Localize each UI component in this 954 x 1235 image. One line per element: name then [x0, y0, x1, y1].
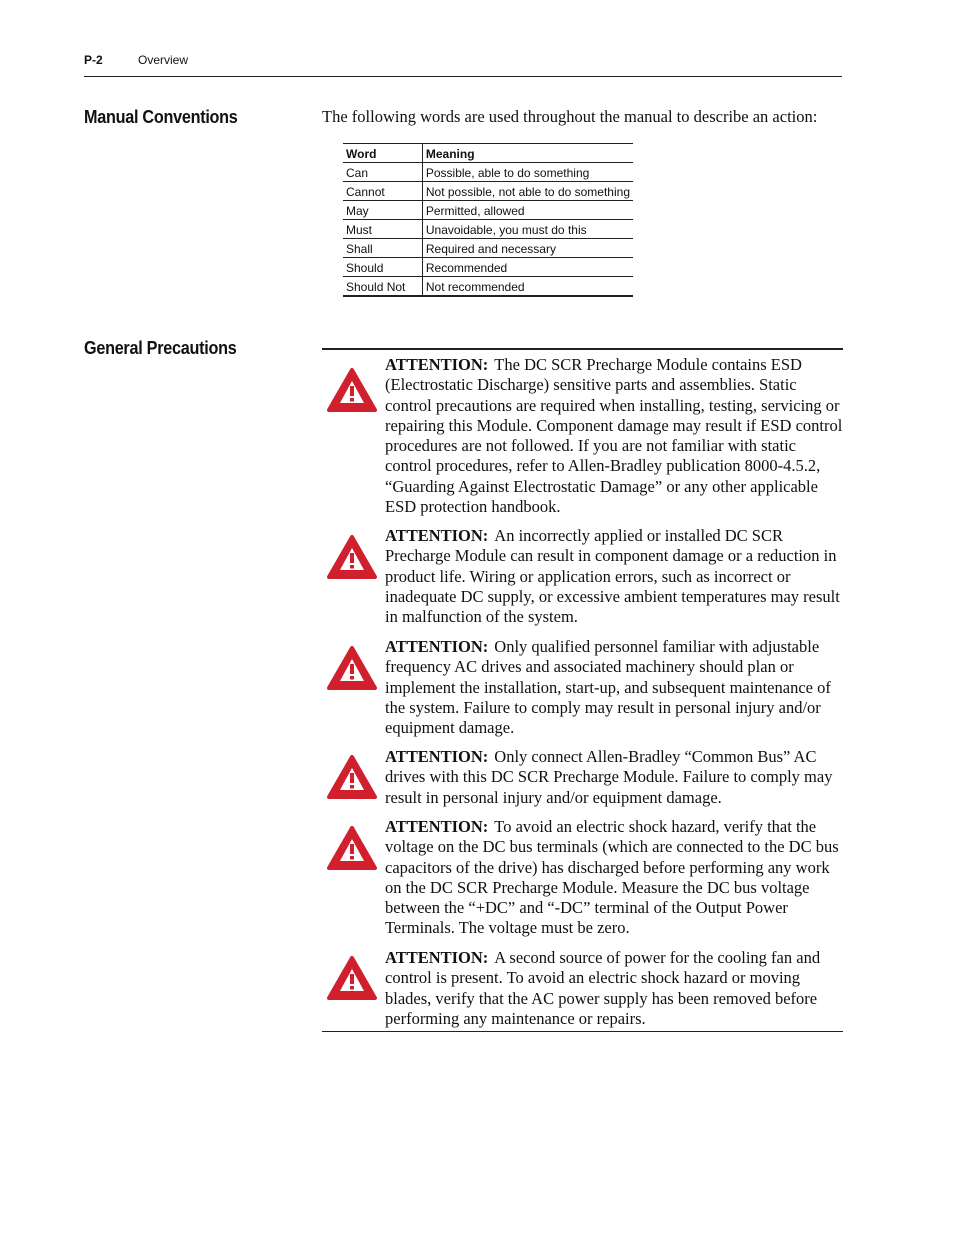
attention-body: The DC SCR Precharge Module contains ESD (Electrostatic Discharge) sensitive parts and assemblies. Static control precautions are required when installing, testing, servicing or repairing this Module. Component damage may result if ESD control procedures are not followed. If you are not familiar with static control procedures, refer to Allen-Bradley publication 8000-4.5.2, “Guarding Against Electrostatic Damage” or any other applicable ESD protection handbook. [385, 355, 843, 517]
table-row [343, 201, 633, 220]
table-row [343, 163, 633, 182]
page-header [84, 52, 842, 77]
meaning-cell: Not recommended [422, 277, 633, 297]
column-header-word: Word [343, 144, 422, 163]
attention-label: ATTENTION: [385, 526, 489, 545]
attention-text [385, 948, 845, 1029]
table-row [343, 182, 633, 201]
attention-label: ATTENTION: [385, 948, 489, 967]
table-row [343, 277, 633, 297]
attention-body: Only qualified personnel familiar with adjustable frequency AC drives and associated machinery should plan or implement the installation, start-up, and subsequent maintenance of the system. Failure to comply may result in personal injury and/or equipment damage. [385, 637, 831, 738]
attention-text [385, 817, 845, 939]
attention-text [385, 637, 845, 738]
warning-triangle-icon [326, 534, 378, 580]
attention-body: Only connect Allen-Bradley “Common Bus” AC drives with this DC SCR Precharge Module. Failure to comply may result in personal injury and/or equipment damage. [385, 747, 833, 807]
word-cell: Shall [343, 239, 422, 258]
meaning-cell: Recommended [422, 258, 633, 277]
attention-label: ATTENTION: [385, 355, 489, 374]
meaning-cell: Not possible, not able to do something [422, 182, 633, 201]
table-header-row [343, 144, 633, 163]
word-cell: Must [343, 220, 422, 239]
table-row [343, 220, 633, 239]
meaning-cell: Required and necessary [422, 239, 633, 258]
page-number: P-2 [84, 53, 103, 67]
attention-body: An incorrectly applied or installed DC SCR Precharge Module can result in component damage or a reduction in product life. Wiring or application errors, such as incorrect or inadequate DC supply, or excessive ambient temperatures may result in malfunction of the system. [385, 526, 840, 627]
attention-label: ATTENTION: [385, 747, 489, 766]
attention-body: To avoid an electric shock hazard, verify that the voltage on the DC bus terminals (which are connected to the DC bus capacitors of the drive) has discharged before performing any work on the DC SCR Precharge Module. Measure the DC bus voltage between the “+DC” and “-DC” terminal of the Output Power Terminals. The voltage must be zero. [385, 817, 839, 938]
warning-triangle-icon [326, 367, 378, 413]
attention-text [385, 526, 845, 627]
meaning-cell: Unavoidable, you must do this [422, 220, 633, 239]
warning-triangle-icon [326, 825, 378, 871]
word-cell: Cannot [343, 182, 422, 201]
warning-triangle-icon [326, 645, 378, 691]
warning-triangle-icon [326, 955, 378, 1001]
meaning-cell: Permitted, allowed [422, 201, 633, 220]
running-section-title: Overview [138, 53, 189, 67]
meaning-cell: Possible, able to do something [422, 163, 633, 182]
column-header-meaning: Meaning [422, 144, 633, 163]
manual-conventions-heading: Manual Conventions [84, 107, 238, 127]
word-cell: May [343, 201, 422, 220]
word-cell: Should [343, 258, 422, 277]
general-precautions-heading: General Precautions [84, 338, 237, 358]
attention-text [385, 355, 845, 517]
word-meaning-table [343, 143, 633, 297]
word-cell: Can [343, 163, 422, 182]
conventions-intro: The following words are used throughout the manual to describe an action: [322, 107, 818, 126]
attention-text [385, 747, 845, 808]
precautions-box [322, 348, 843, 1032]
word-cell: Should Not [343, 277, 422, 297]
attention-label: ATTENTION: [385, 817, 489, 836]
attention-label: ATTENTION: [385, 637, 489, 656]
table-row [343, 258, 633, 277]
attention-body: A second source of power for the cooling fan and control is present. To avoid an electric shock hazard or moving blades, verify that the AC power supply has been removed before performing any maintenance or repairs. [385, 948, 821, 1028]
warning-triangle-icon [326, 754, 378, 800]
table-row [343, 239, 633, 258]
